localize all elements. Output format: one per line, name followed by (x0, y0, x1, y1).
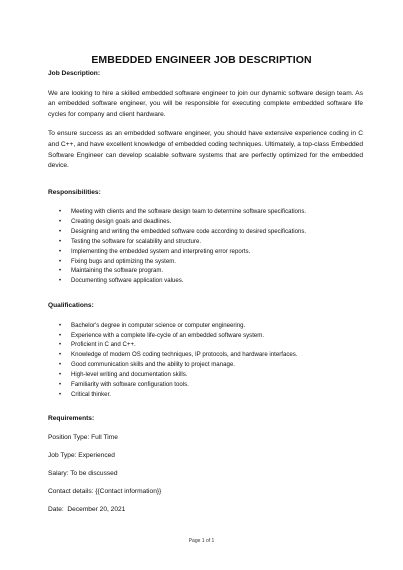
list-item: • Meeting with clients and the software design team to determine software specifications. (59, 208, 307, 216)
list-item: • Familiarity with software configuration tools. (59, 380, 189, 388)
qualifications-list (48, 321, 363, 400)
bullet-icon: • (59, 218, 62, 226)
list-item: • Bachelor's degree in computer science or computer engineering. (59, 321, 246, 329)
list-item: • Knowledge of modern OS coding techniques, IP protocols, and hardware interfaces. (59, 351, 298, 359)
document-title: EMBEDDED ENGINEER JOB DESCRIPTION (91, 54, 312, 66)
bullet-icon: • (59, 361, 62, 369)
list-item: • Documenting software application values. (59, 277, 184, 285)
contact-details: Contact details: {{Contact information}} (48, 488, 162, 496)
bullet-icon: • (59, 390, 62, 398)
job-description-heading: Job Description: (48, 70, 101, 77)
bullet-icon: • (59, 380, 62, 388)
list-item: • Good communication skills and the ability to project manage. (59, 361, 235, 369)
bullet-icon: • (59, 257, 62, 265)
bullet-icon: • (59, 237, 62, 245)
qualifications-heading: Qualifications: (48, 302, 94, 310)
list-item: • Critical thinker. (59, 390, 111, 398)
job-description-paragraph-1: We are looking to hire a skilled embedded software engineer to join our dynamic software design team. As an embedded software engineer, you will be responsible for executing complete embedded software life cycles for company and client hardware. (48, 89, 363, 118)
bullet-icon: • (59, 228, 62, 236)
requirements-heading: Requirements: (48, 415, 95, 423)
page-footer: Page 1 of 1 (188, 538, 215, 544)
bullet-icon: • (59, 370, 62, 378)
document-body (48, 69, 363, 516)
bullet-icon: • (59, 331, 62, 339)
bullet-icon: • (59, 321, 62, 329)
list-item: • Proficient in C and C++. (59, 341, 136, 349)
list-item: • Experience with a complete life-cycle of an embedded software system. (59, 331, 265, 339)
list-item: • Creating design goals and deadlines. (59, 218, 172, 226)
list-item: • Designing and writing the embedded software code according to desired specifications. (59, 228, 307, 236)
bullet-icon: • (59, 351, 62, 359)
bullet-icon: • (59, 208, 62, 216)
position-type: Position Type: Full Time (48, 433, 118, 441)
list-item: • Maintaining the software program. (59, 267, 164, 275)
bullet-icon: • (59, 341, 62, 349)
bullet-icon: • (59, 277, 62, 285)
responsibilities-list (48, 207, 363, 286)
list-item: • Fixing bugs and optimizing the system. (59, 257, 176, 265)
list-item: • Implementing the embedded system and interpreting error reports. (59, 247, 251, 255)
bullet-icon: • (59, 247, 62, 255)
bullet-icon: • (59, 267, 62, 275)
job-description-paragraph-2: To ensure success as an embedded software engineer, you should have extensive experience coding in C and C++, and have excellent knowledge of embedded coding techniques. Ultimately, a top-class Embedded Software Engineer can develop scalable software systems that are perfectly optimized for the embedded device. (48, 130, 363, 170)
job-type: Job Type: Experienced (48, 451, 115, 459)
responsibilities-heading: Responsibilities: (48, 188, 101, 196)
list-item: • Testing the software for scalability and structure. (59, 237, 202, 245)
list-item: • High-level writing and documentation skills. (59, 370, 188, 378)
date: Date: December 20, 2021 (48, 506, 126, 514)
salary: Salary: To be discussed (48, 470, 118, 477)
